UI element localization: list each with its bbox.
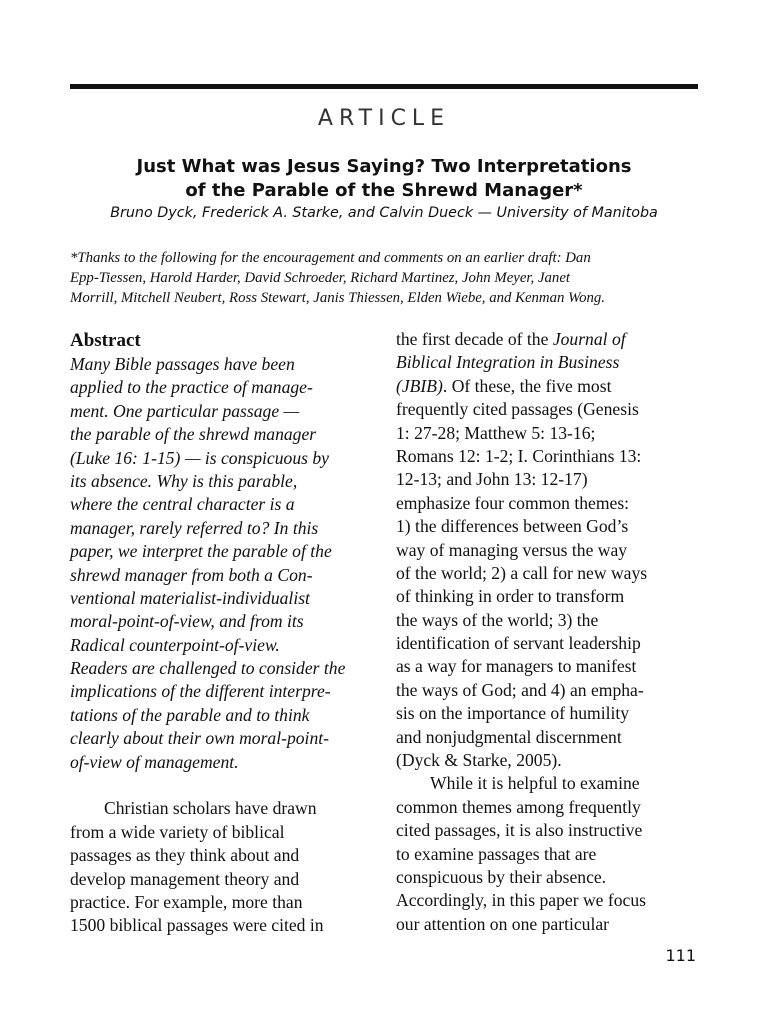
body-line: frequently cited passages (Genesis [396,399,639,420]
body-line: 1) the differences between God’s [396,516,629,537]
journal-abbrev: (JBIB) [396,375,443,396]
right-column [396,328,698,936]
body-line: to examine passages that are [396,843,597,864]
abstract-line: Readers are challenged to consider the [70,658,346,679]
abstract-line: ment. One particular passage — [70,400,300,421]
body-line: sis on the importance of humility [396,703,630,724]
abstract-line: tations of the parable and to think [70,704,310,725]
body-line: as a way for managers to manifest [396,656,637,677]
body-line: 1500 biblical passages were cited in [70,915,324,936]
body-line: identification of servant leadership [396,633,641,654]
section-label: ARTICLE [317,106,451,131]
abstract-heading: Abstract [70,330,141,351]
body-line: 12-13; and John 13: 12-17) [396,469,588,490]
header-rule [70,84,698,89]
body-line: common themes among frequently [396,796,641,817]
abstract-text [70,353,375,774]
body-line: Accordingly, in this paper we focus [396,890,646,911]
abstract-line: Many Bible passages have been [70,354,295,374]
body-line: passages as they think about and [70,845,300,866]
abstract-line: where the central character is a [70,494,295,515]
left-column [70,328,375,938]
paragraph-gap [70,774,375,797]
title-line: Just What was Jesus Saying? Two Interpretations [136,156,632,177]
abstract-line: the parable of the shrewd manager [70,424,317,445]
body-line: While it is helpful to examine [430,773,640,794]
body-line: Christian scholars have drawn [104,798,317,819]
abstract-line: of-view of management. [70,751,239,772]
journal-title: Biblical Integration in Business [396,352,620,373]
abstract-line: clearly about their own moral-point- [70,728,329,749]
body-text: the first decade of the [396,329,553,349]
body-line: (Dyck & Starke, 2005). [396,750,562,771]
abstract-line: paper, we interpret the parable of the [70,541,332,562]
body-line: emphasize four common themes: [396,492,630,513]
body-line: and nonjudgmental discernment [396,726,622,747]
abstract-line: (Luke 16: 1-15) — is conspicuous by [70,447,329,468]
body-line: develop management theory and [70,868,300,889]
body-line: conspicuous by their absence. [396,866,607,887]
abstract-line: ventional materialist-individualist [70,587,310,608]
body-line: from a wide variety of biblical [70,821,285,842]
author-line: Bruno Dyck, Frederick A. Starke, and Calvin Dueck — University of Manitoba [110,205,658,221]
abstract-line: implications of the different interpre- [70,681,331,702]
note-line: Morrill, Mitchell Neubert, Ross Stewart, Janis Thiessen, Elden Wiebe, and Kenman Wong. [70,290,605,306]
body-line: the ways of God; and 4) an empha- [396,679,644,700]
body-text: . Of these, the five most [442,375,612,396]
body-line: way of managing versus the way [396,539,628,560]
body-line: cited passages, it is also instructive [396,820,643,841]
body-paragraph [70,797,375,937]
body-line: our attention on one particular [396,913,610,934]
body-line: the ways of the world; 3) the [396,609,599,630]
body-line: of thinking in order to transform [396,586,625,607]
abstract-line: its absence. Why is this parable, [70,470,298,491]
abstract-line: shrewd manager from both a Con- [70,564,313,585]
abstract-line: moral-point-of-view, and from its [70,611,304,632]
body-line [396,328,698,351]
journal-title: Journal of [552,329,626,349]
abstract-line: applied to the practice of manage- [70,377,313,398]
acknowledgement-note [70,248,698,308]
title-line: of the Parable of the Shrewd Manager* [185,179,583,201]
page-number: 111 [665,946,696,965]
body-line [396,375,698,398]
body-line: Romans 12: 1-2; I. Corinthians 13: [396,445,642,466]
body-line: 1: 27-28; Matthew 5: 13-16; [396,422,596,443]
article-title [70,155,698,202]
abstract-line: manager, rarely referred to? In this [70,517,319,538]
abstract-line: Radical counterpoint-of-view. [70,634,280,655]
note-line: *Thanks to the following for the encouragement and comments on an earlier draft: Dan [70,250,591,266]
body-line: of the world; 2) a call for new ways [396,562,648,583]
note-line: Epp-Tiessen, Harold Harder, David Schroeder, Richard Martinez, John Meyer, Janet [70,270,570,286]
body-line: practice. For example, more than [70,891,303,912]
